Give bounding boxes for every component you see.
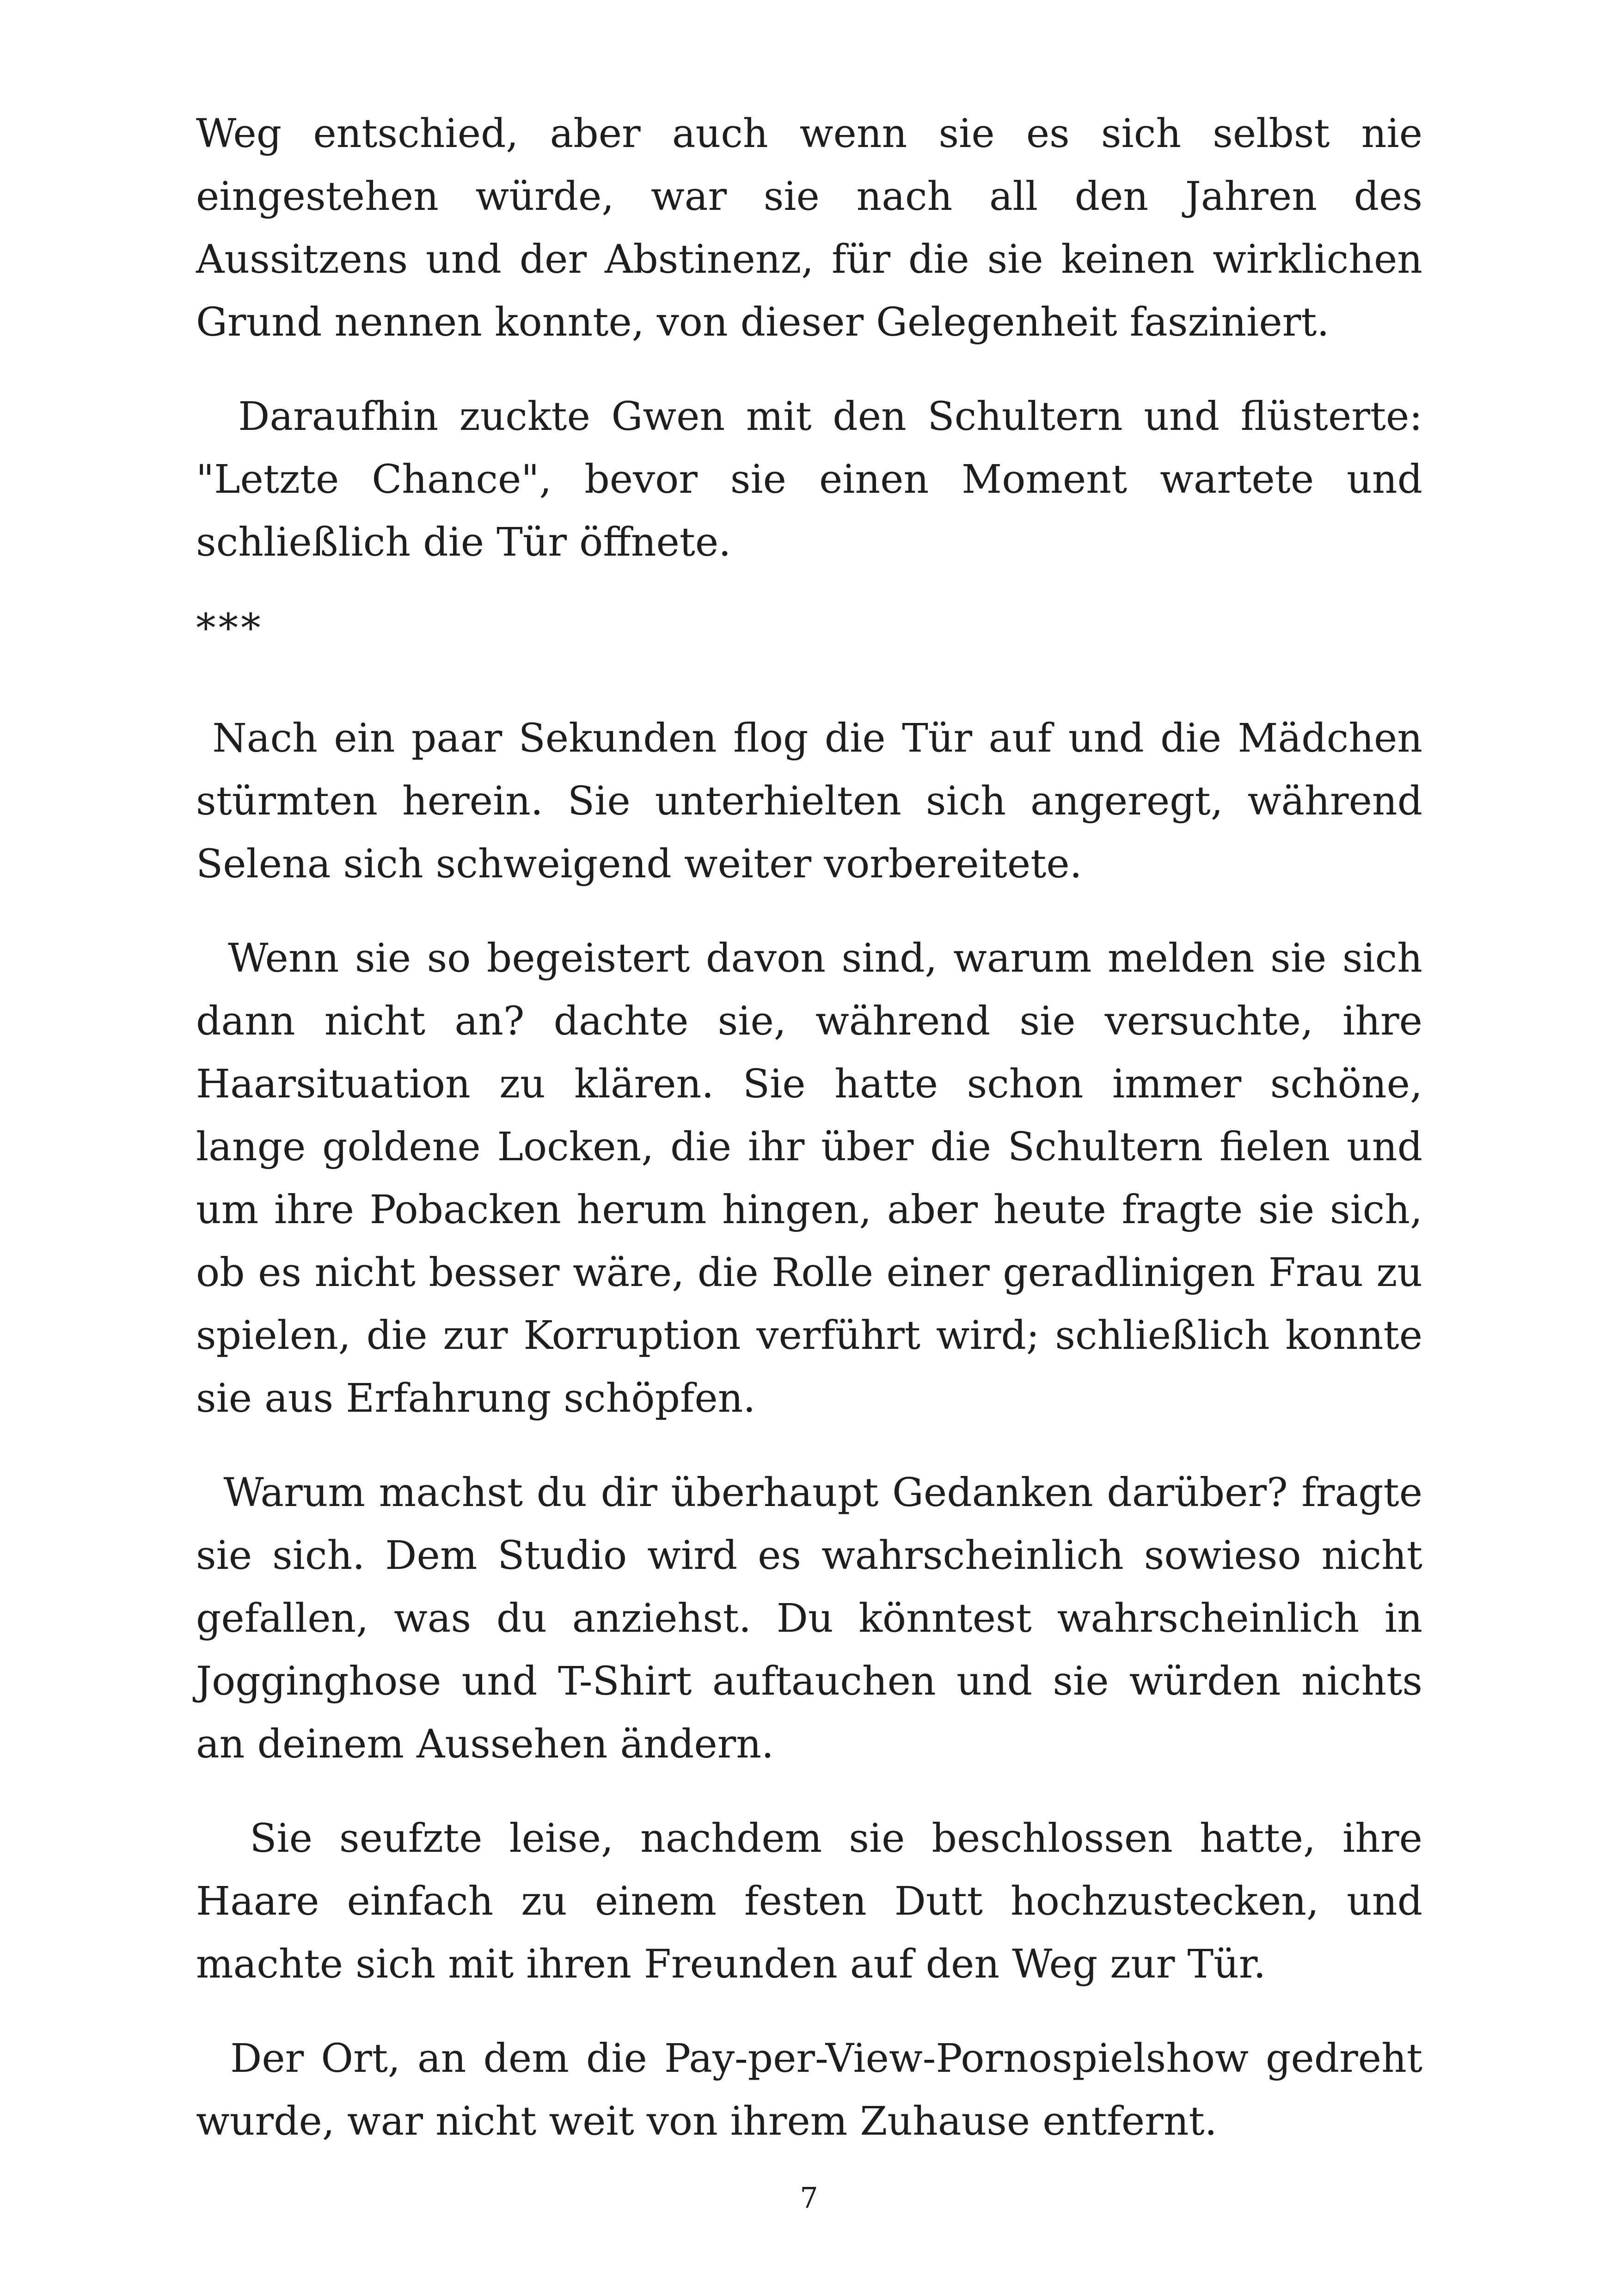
paragraph: Sie seufzte leise, nachdem sie beschlossen hatte, ihre Haare einfach zu einem festen Dutt hochzustecken, und machte sich mit ihren Freunden auf den Weg zur Tür. — [196, 1816, 1435, 1987]
section-separator: *** — [196, 606, 264, 651]
page-body — [196, 103, 1435, 2185]
paragraph: Warum machst du dir überhaupt Gedanken darüber? fragte sie sich. Dem Studio wird es wahrscheinlich sowieso nicht gefallen, was du anziehst. Du könntest wahrscheinlich in Jogginghose und T-Shirt auftauchen und sie würden nichts an deinem Aussehen ändern. — [196, 1470, 1435, 1767]
page-number: 7 — [800, 2181, 818, 2215]
paragraph: Daraufhin zuckte Gwen mit den Schultern und flüsterte: "Letzte Chance", bevor sie einen Moment wartete und schließlich die Tür öffnete. — [196, 394, 1435, 565]
paragraph: Der Ort, an dem die Pay-per-View-Pornospielshow gedreht wurde, war nicht weit von ihrem Zuhause entfernt. — [196, 2036, 1435, 2144]
paragraph: Weg entschied, aber auch wenn sie es sich selbst nie eingestehen würde, war sie nach all den Jahren des Aussitzens und der Abstinenz, für die sie keinen wirklichen Grund nennen konnte, von dieser Gelegenheit fasziniert. — [196, 111, 1435, 345]
paragraph: Wenn sie so begeistert davon sind, warum melden sie sich dann nicht an? dachte sie, während sie versuchte, ihre Haarsituation zu klären. Sie hatte schon immer schöne, lange goldene Locken, die ihr über die Schultern fielen und um ihre Pobacken herum hingen, aber heute fragte sie sich, ob es nicht besser wäre, die Rolle einer geradlinigen Frau zu spielen, die zur Korruption verführt wird; schließlich konnte sie aus Erfahrung schöpfen. — [196, 936, 1435, 1421]
paragraph: Nach ein paar Sekunden flog die Tür auf und die Mädchen stürmten herein. Sie unterhielten sich angeregt, während Selena sich schweigend weiter vorbereitete. — [196, 716, 1435, 887]
